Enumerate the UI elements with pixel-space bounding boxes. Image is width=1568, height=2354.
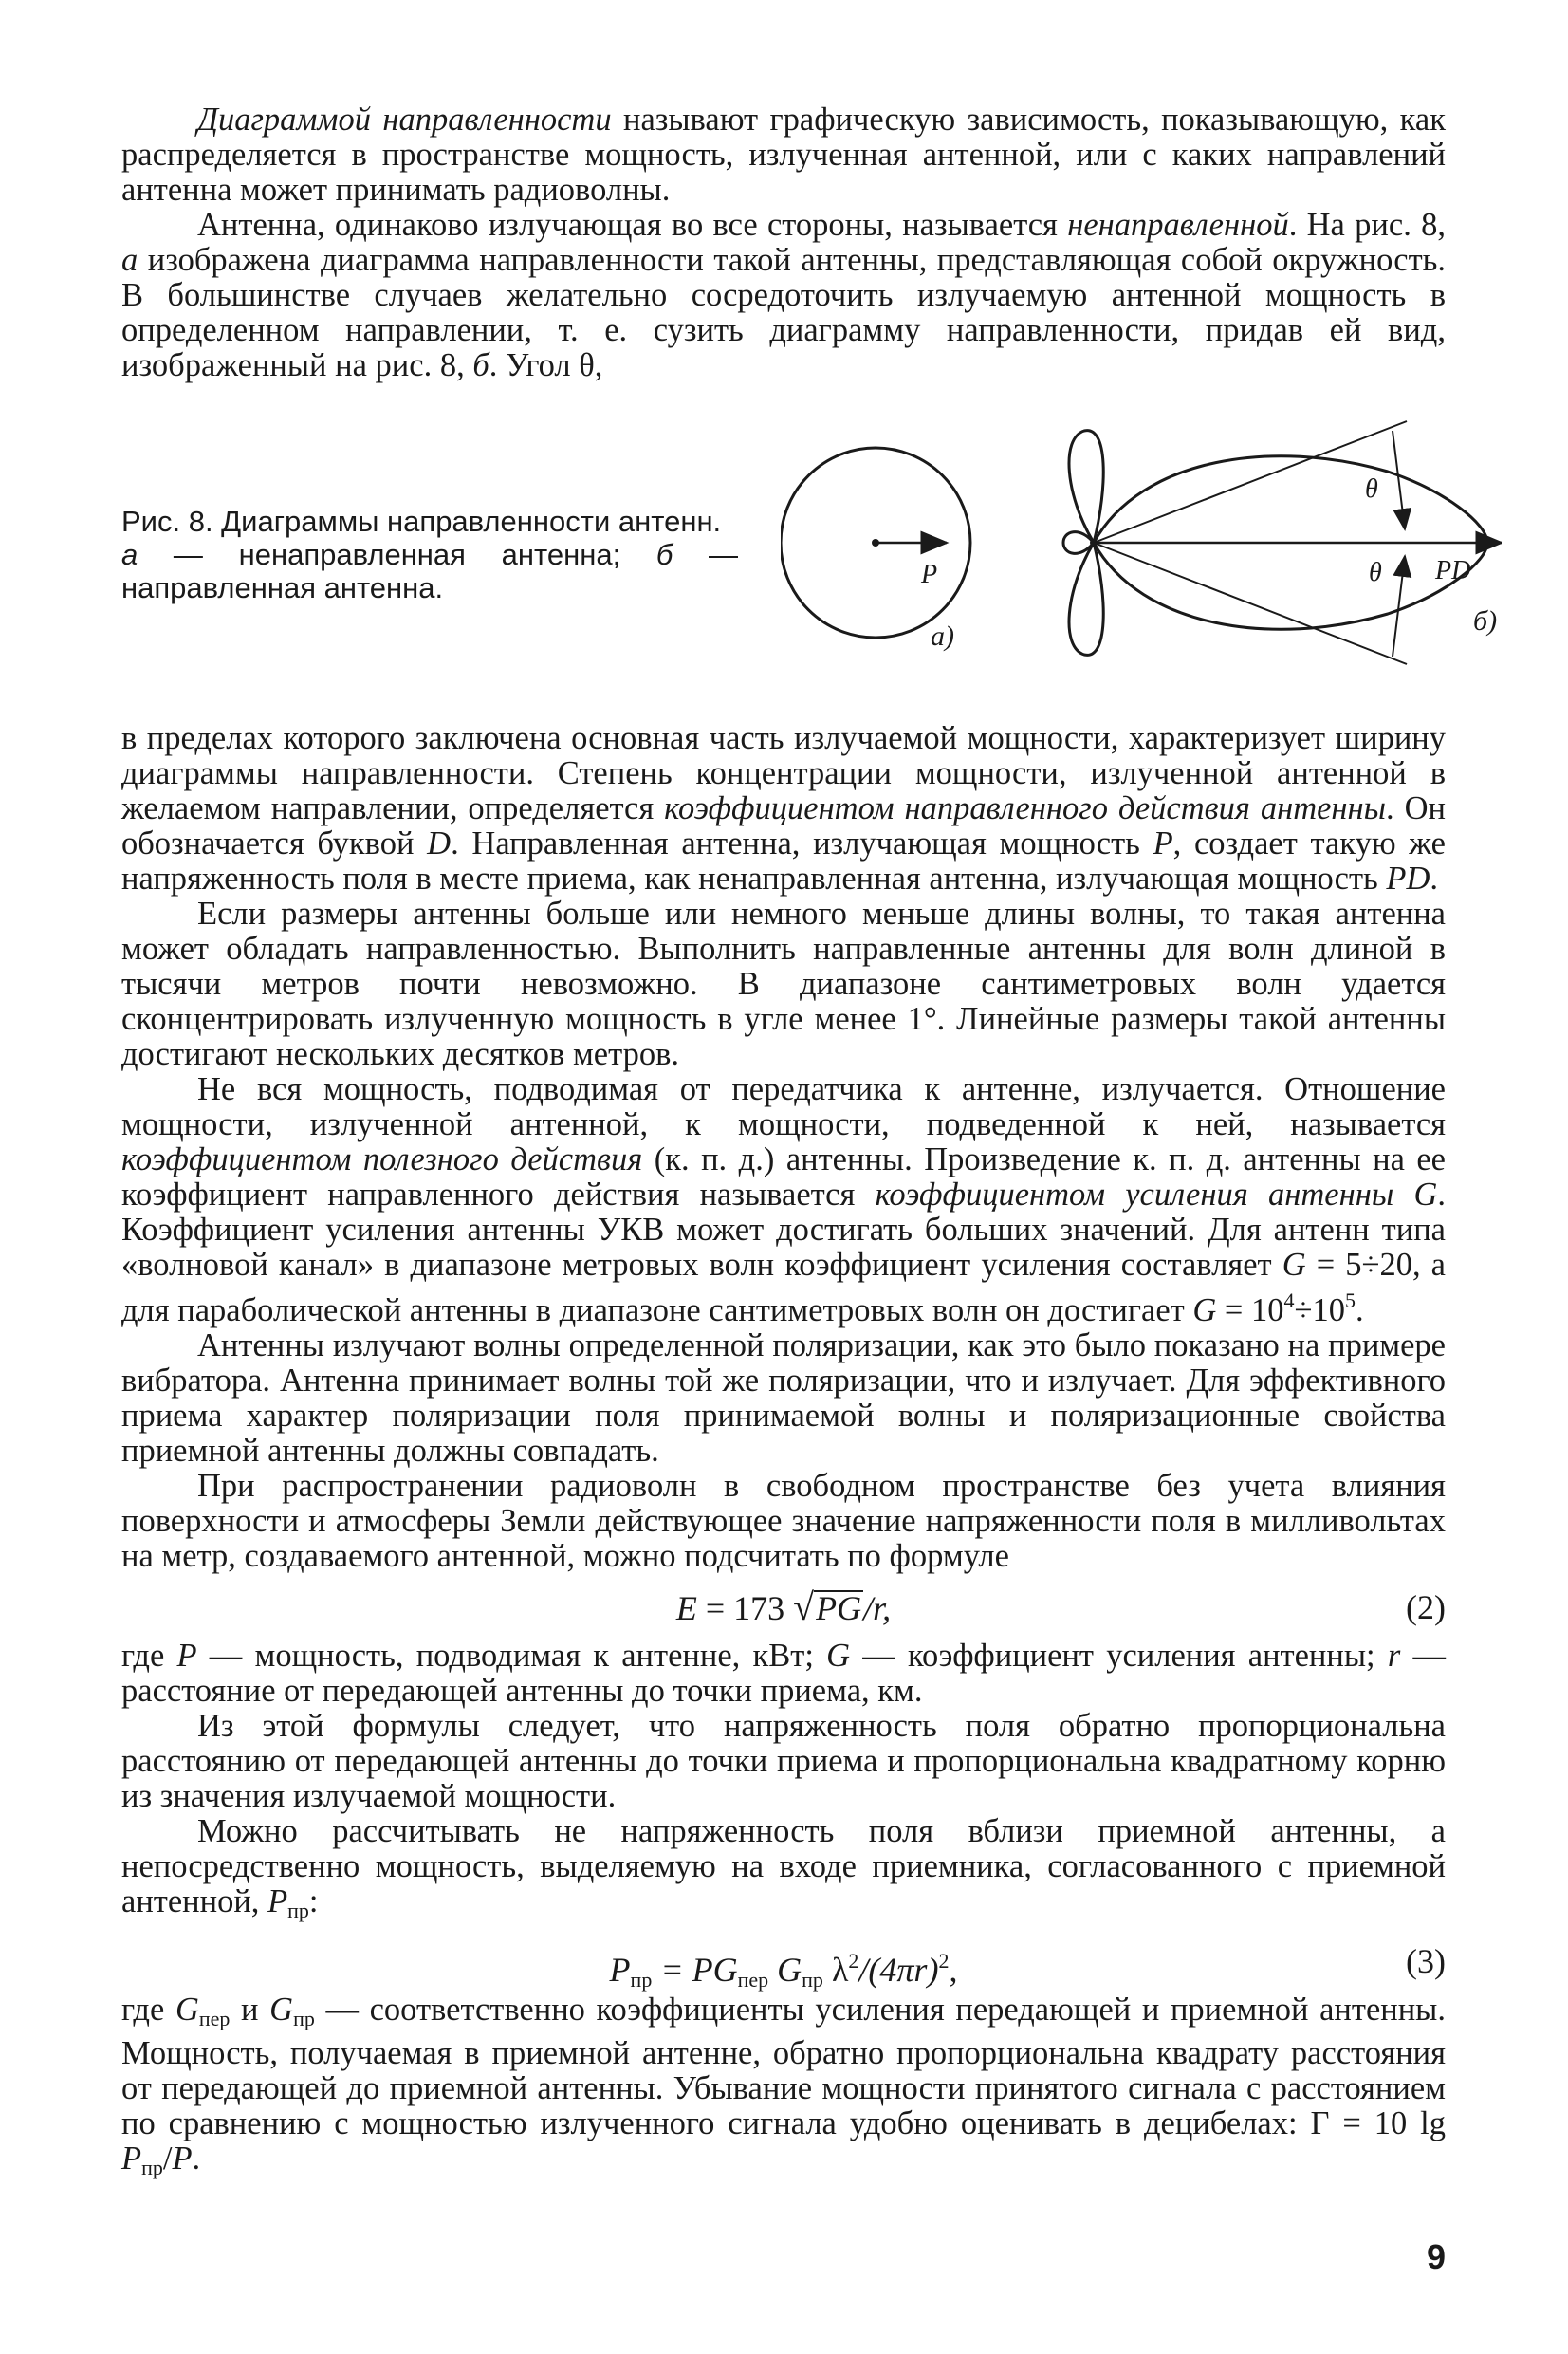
paragraph-1: Диаграммой направленности называют графическую зависимость, показывающую, как распределяется в пространстве мощность, излученная антенной, или с каких направлений антенна может принимать радиоволны. — [121, 102, 1446, 208]
figure-8 — [121, 393, 1498, 706]
label-P: P — [921, 560, 938, 589]
label-PD: PD — [1435, 556, 1471, 585]
antenna-pattern-diagram — [781, 419, 1502, 704]
page-number: 9 — [1426, 2237, 1446, 2276]
formula-3-expression: $P_{пр} = PG_{пер}$ $G_{пр}$ $\lambda^2/(4\pi r)^2$, — [609, 1949, 958, 1992]
term-omnidirectional: ненаправленной — [1067, 207, 1289, 243]
paragraph-3: в пределах которого заключена основная часть излучаемой мощности, характеризует ширину диаграммы направленности. Степень концентрации мощности, излученной антенной в желаемом направлении, определяется коэффициентом направленного действия антенны. Он обозначается буквой D. Направленная антенна, излучающая мощность P, создает такую же напряженность поля в месте приема, как ненаправленная антенна, излучающая мощность PD. — [121, 720, 1446, 897]
beam-edge-lower — [1094, 543, 1407, 664]
formula-3-number: (3) — [1406, 1942, 1446, 1980]
paragraph-7: При распространении радиоволн в свободном пространстве без учета влияния поверхности и атмосферы Земли действующее значение напряженности поля в милливольтах на метр, создаваемого антенной, можно подсчитать по формуле — [121, 1468, 1446, 1574]
label-a: а) — [931, 621, 954, 652]
paragraph-11: где $G_{пер}$ и $G_{пр}$ — соответственно коэффициенты усиления передающей и приемной антенны. Мощность, получаемая в приемной антенне, обратно пропорциональна квадрату расстояния от передающей до приемной антенны. Убывание мощности принятого сигнала с расстоянием по сравнению с мощностью излученного сигнала удобно оценивать в децибелах: Г = 10 $\lg P_{пр}/P$. — [121, 1992, 1446, 2179]
term-directivity-coefficient: коэффициентом направленного действия антенны — [664, 790, 1387, 826]
paragraph-6: Антенны излучают волны определенной поляризации, как это было показано на примере вибратора. Антенна принимает волны той же поляризации, что и излучает. Для эффективного приема характер поляризации поля принимаемой волны и поляризационные свойства приемной антенны должны совпадать. — [121, 1327, 1446, 1469]
paragraph-4: Если размеры антенны больше или немного меньше длины волны, то такая антенна может обладать направленностью. Выполнить направленные антенны для волн длиной в тысячи метров почти невозможно. В диапазоне сантиметровых волн удается сконцентрировать излученную мощность в угле менее 1°. Линейные размеры такой антенны достигают нескольких десятков метров. — [121, 896, 1446, 1072]
term-directivity-diagram: Диаграммой направленности — [197, 102, 612, 138]
formula-2-expression: E = 173 √PG/r, — [675, 1585, 892, 1628]
page — [121, 102, 1498, 2276]
paragraph-8: где P — мощность, подводимая к антенне, кВт; G — коэффициент усиления антенны; r — расстояние от передающей антенны до точки приема, км. — [121, 1638, 1446, 1709]
caption-title: Рис. 8. Диаграммы направленности антенн. — [121, 505, 722, 538]
caption-legend: а — ненаправленная антенна; б — направленная антенна. — [121, 538, 738, 604]
lower-side-lobe — [1069, 543, 1103, 655]
label-theta-upper: θ — [1365, 474, 1378, 504]
formula-2 — [121, 1578, 1446, 1637]
directional-pattern — [1063, 421, 1502, 664]
paragraph-2: Антенна, одинаково излучающая во все стороны, называется ненаправленной. На рис. 8, а изображена диаграмма направленности такой антенны, представляющая собой окружность. В большинстве случаев желательно сосредоточить излучаемую антенной мощность в определенном направлении, т. е. сузить диаграмму направленности, придав ей вид, изображенный на рис. 8, б. Угол θ, — [121, 207, 1446, 383]
theta-arrow-lower — [1393, 556, 1405, 657]
term-gain: коэффициентом усиления антенны — [875, 1177, 1394, 1213]
paragraph-9: Из этой формулы следует, что напряженность поля обратно пропорциональна расстоянию от передающей антенны до точки приема и пропорциональна квадратному корню из значения излучаемой мощности. — [121, 1708, 1446, 1814]
label-theta-lower: θ — [1369, 558, 1382, 587]
paragraph-10: Можно рассчитывать не напряженность поля вблизи приемной антенны, а непосредственно мощность, выделяемую на входе приемника, согласованного с приемной антенной, $P_{пр}$: — [121, 1813, 1446, 1922]
term-efficiency: коэффициентом полезного действия — [121, 1141, 643, 1177]
formula-2-number: (2) — [1406, 1588, 1446, 1626]
upper-side-lobe — [1069, 431, 1103, 543]
paragraph-5: Не вся мощность, подводимая от передатчика к антенне, излучается. Отношение мощности, излученной антенной, к мощности, подведенной к ней, называется коэффициентом полезного действия (к. п. д.) антенны. Произведение к. п. д. антенны на ее коэффициент направленного действия называется коэффициентом усиления антенны G. Коэффициент усиления антенны УКВ может достигать больших значений. Для антенн типа «волновой канал» в диапазоне метровых волн коэффициент усиления составляет G = 5÷20, а для параболической антенны в диапазоне сантиметровых волн он достигает $G = 10^4\div 10^5$. — [121, 1071, 1447, 1328]
theta-arrow-upper — [1393, 431, 1405, 529]
figure-caption — [121, 505, 738, 604]
formula-3 — [121, 1932, 1446, 1991]
body-text — [121, 102, 1498, 2185]
label-b: б) — [1473, 605, 1498, 637]
beam-edge-upper — [1094, 421, 1407, 543]
